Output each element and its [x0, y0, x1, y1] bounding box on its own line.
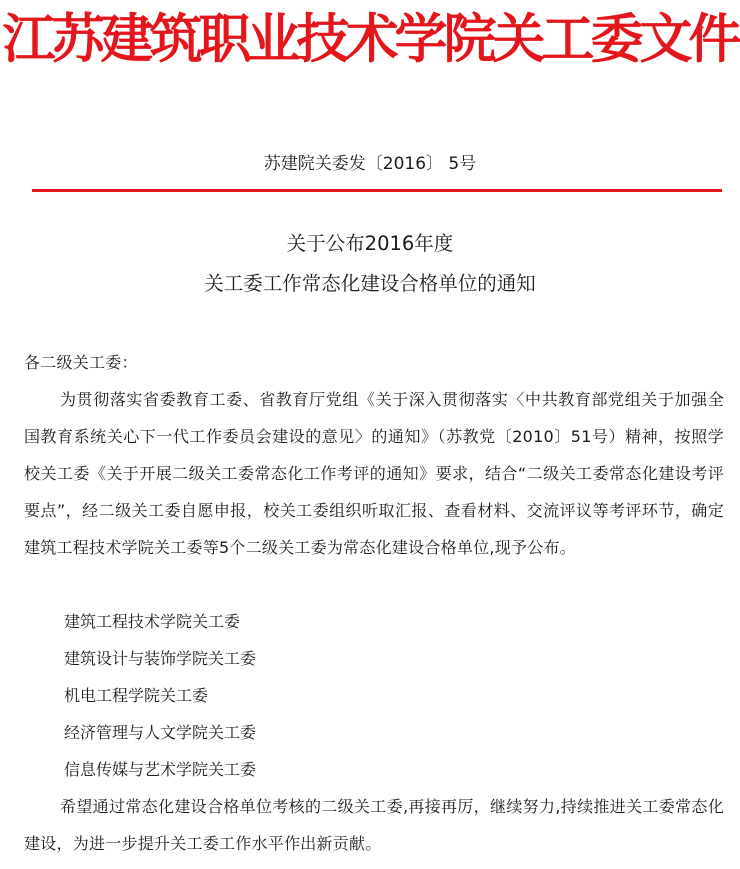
document-number: 苏建院关委发〔2016〕 5号	[263, 154, 477, 174]
salutation: 各二级关工委：	[24, 353, 138, 372]
qualified-units-list	[64, 603, 256, 788]
list-item: 建筑工程技术学院关工委	[64, 612, 241, 631]
list-item: 信息传媒与艺术学院关工委	[64, 760, 257, 779]
body-paragraph-2: 希望通过常态化建设合格单位考核的二级关工委,再接再厉，继续努力,持续推进关工委常态化建设，为进一步提升关工委工作水平作出新贡献。	[24, 797, 724, 853]
red-divider	[32, 189, 722, 192]
document-masthead: 江苏建筑职业技术学院关工委文件	[2, 8, 738, 70]
list-item: 机电工程学院关工委	[64, 686, 209, 705]
notice-title-line-1: 关于公布2016年度	[286, 232, 454, 255]
notice-title-line-2: 关工委工作常态化建设合格单位的通知	[204, 272, 536, 295]
list-item: 建筑设计与装饰学院关工委	[64, 649, 257, 668]
list-item: 经济管理与人文学院关工委	[64, 723, 257, 742]
body-paragraph-1: 为贯彻落实省委教育工委、省教育厅党组《关于深入贯彻落实〈中共教育部党组关于加强全国教育系统关心下一代工作委员会建设的意见〉的通知》（苏教党〔2010〕51号）精神，按照学校关工委《关于开展二级关工委常态化工作考评的通知》要求，结合“二级关工委常态化建设考评要点”，经二级关工委自愿申报，校关工委组织听取汇报、查看材料、交流评议等考评环节，确定建筑工程技术学院关工委等5个二级关工委为常态化建设合格单位,现予公布。	[24, 390, 724, 557]
